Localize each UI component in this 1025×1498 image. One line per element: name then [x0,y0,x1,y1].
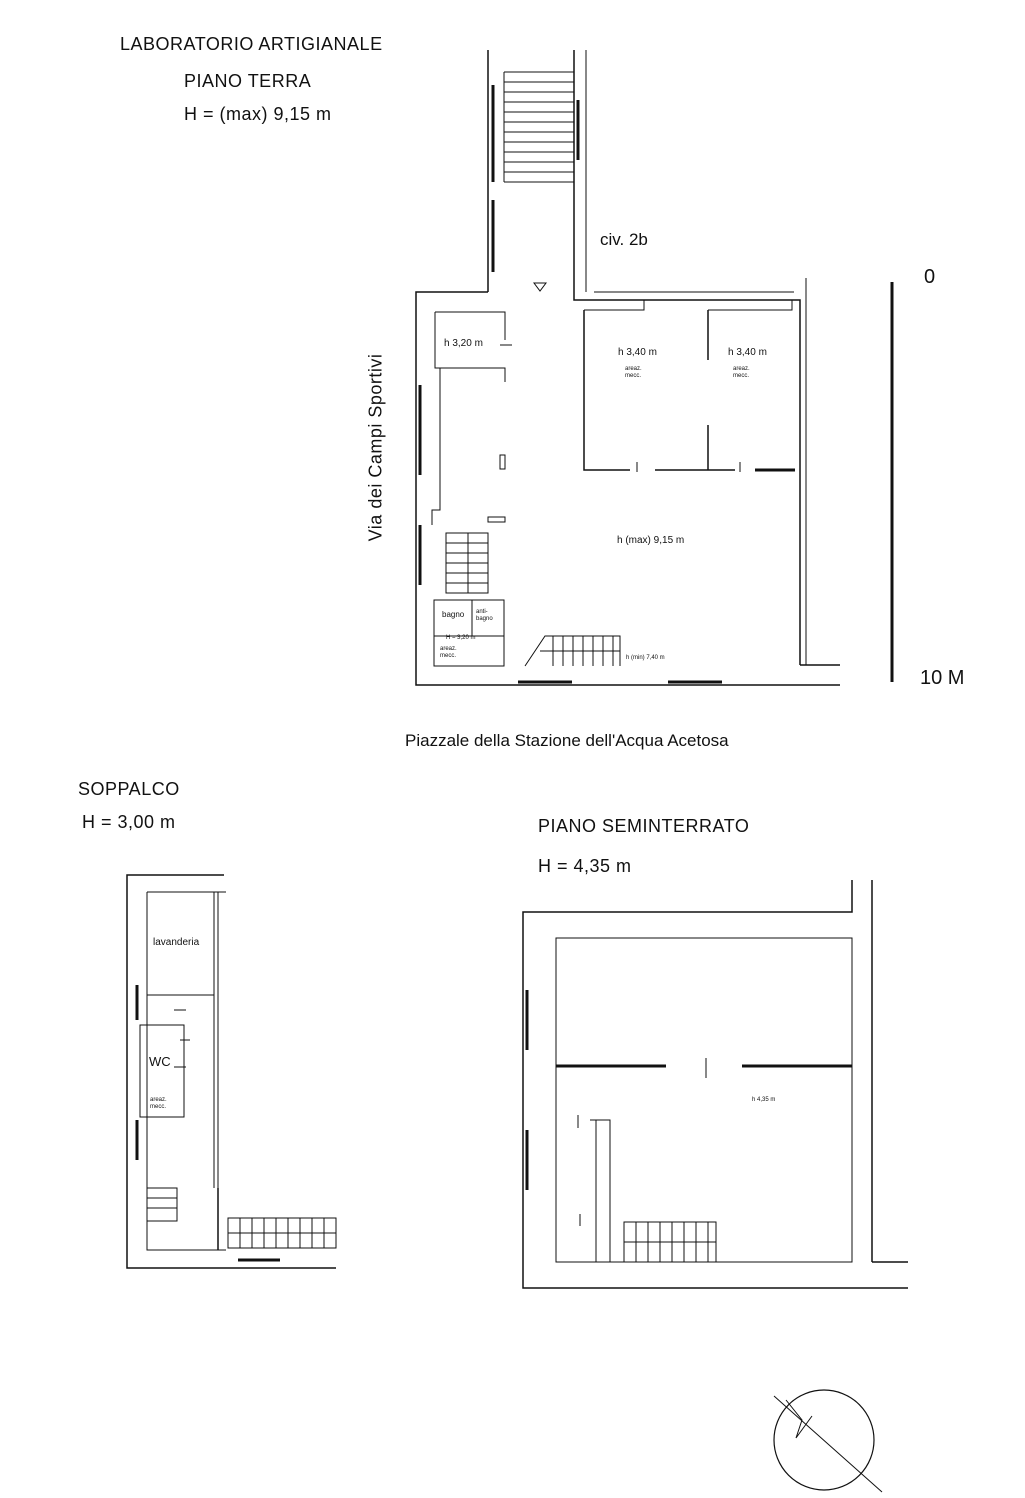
basement-title: PIANO SEMINTERRATO [538,816,750,836]
mezzanine-plan [127,875,336,1268]
basement-height: H = 4,35 m [538,856,632,876]
ground-floor-level: PIANO TERRA [184,71,312,91]
entrance-marker-icon [534,283,546,291]
wc-label: WC [149,1054,171,1069]
room-height-nw: h 3,20 m [444,338,483,349]
north-arrow-icon [774,1390,882,1492]
ground-floor-height: H = (max) 9,15 m [184,104,332,124]
areaz-label-bath: areaz. mecc. [440,646,457,659]
antibagno-label: anti- bagno [476,609,493,622]
main-room-height: h (max) 9,15 m [617,535,685,546]
south-stair [525,636,620,666]
bath-height-label: H = 3,20 m [446,635,476,641]
ground-floor-title: LABORATORIO ARTIGIANALE [120,34,383,54]
civic-number: civ. 2b [600,230,648,249]
areaz-label-mezzanine: areaz. mecc. [150,1097,167,1110]
scale-bar-top-label: 0 [924,266,936,288]
room-height-b: h 3,40 m [728,347,767,358]
scale-bar-bottom-label: 10 M [920,667,965,689]
room-height-a: h 3,40 m [618,347,657,358]
basement-room-height: h 4,35 m [752,1097,776,1103]
mezzanine-title: SOPPALCO [78,779,180,799]
bagno-label: bagno [442,610,465,619]
laundry-label: lavanderia [153,937,200,948]
street-south-label: Piazzale della Stazione dell'Acqua Acetosa [405,731,729,750]
stair-height-label: h (min) 7,40 m [626,655,665,661]
areaz-label-b: areaz. mecc. [733,366,750,379]
entrance-stairs [488,50,586,292]
interior-stair [446,533,488,593]
street-west-label: Via dei Campi Sportivi [365,353,386,542]
mezzanine-height: H = 3,00 m [82,812,176,832]
mezzanine-stair [228,1218,336,1248]
areaz-label-a: areaz. mecc. [625,366,642,379]
basement-plan [523,880,908,1288]
basement-stair [624,1222,716,1262]
